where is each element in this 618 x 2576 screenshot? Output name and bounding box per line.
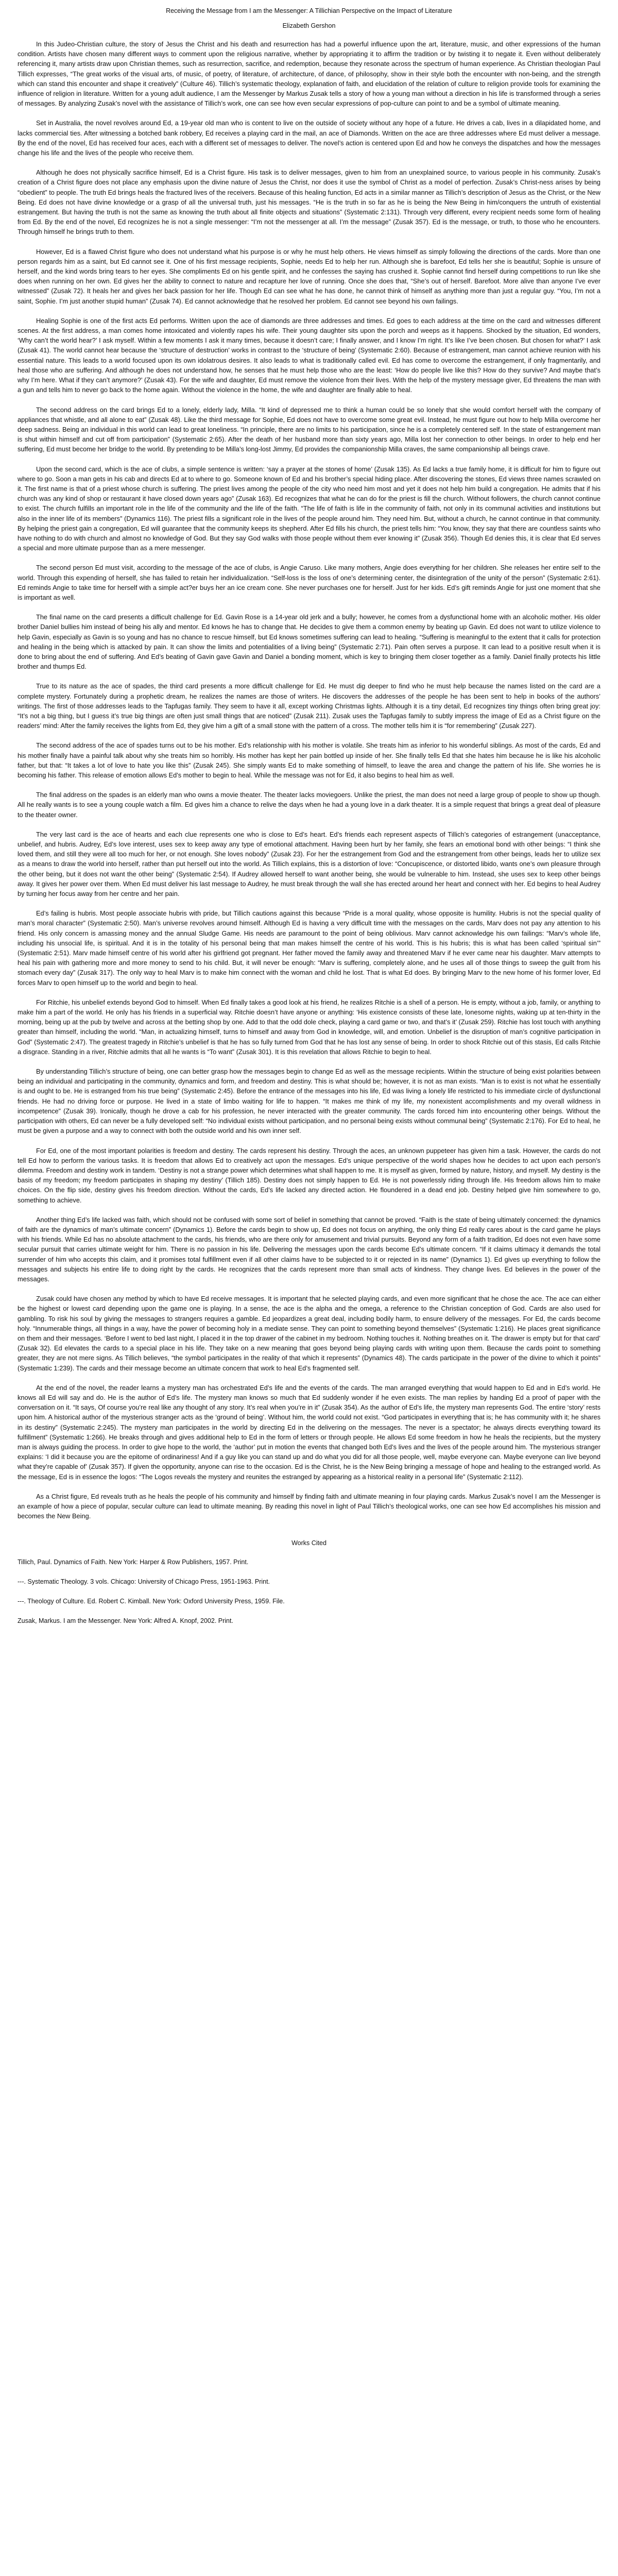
paragraph-21: As a Christ figure, Ed reveals truth as he heals the people of his community and himself by finding faith and ultimate meaning in four playing cards. Markus Zusak’s novel I am the Messenger is an example of how a piece of popular, secular culture can lead to ultimate meaning. By reading this novel in light of Paul Tillich’s theological works, one can see how Ed accomplishes his mission and becomes the New Being.	[18, 1492, 600, 1520]
reference-3: ---. Theology of Culture. Ed. Robert C. Kimball. New York: Oxford University Press, 1959. File.	[18, 1598, 285, 1605]
paragraph-8: The second person Ed must visit, according to the message of the ace of clubs, is Angie Caruso. Like many mothers, Angie does everything for her children. She releases her entire self to the world. Through this expending of herself, she has failed to retain her individualization. “Self-loss is the loss of one’s determining center, the disintegration of the unity of the person” (Systematic 2:61). Ed reminds Angie to take time for herself with a simple act?er buys her an ice cream cone. She never purchases one for herself. Just for her kids. Ed’s gift reminds Angie for just one moment that she is important as well.	[18, 564, 600, 601]
paragraph-7: Upon the second card, which is the ace of clubs, a simple sentence is written: ‘say a prayer at the stones of home’ (Zusak 135). As Ed lacks a true family home, it is difficult for him to figure out where to go. Soon a man gets in his cab and directs Ed at to where to go. Someone known of Ed and his brother’s special hiding place. After discovering the stones, Ed views three names scrawled on it. The first name is that of a priest whose church is suffering. The priest lives among the people of the city who need him most and yet it does not help him build a congregation. He admits that if his church was any kind of shop or restaurant it have closed down years ago” (Zusak 163). Ed recognizes that what he can do for the priest is fill the church. Without followers, the church cannot continue to exist. The church fulfills an important role in the life of the community and the life of the faith. “The life of faith is life in the community of faith, not only in its communal activities and institutions but also in the inner life of its members” (Dynamics 116). The priest fills a significant role in the lives of the people around him. They need him. But, without a church, he cannot continue in that community. By helping the priest gain a congregation, Ed will guarantee that the community keeps its shepherd. After Ed fills his church, the priest tells him: “You know, they say that there are countless saints who have nothing to do with church and almost no knowledge of God. But they say God walks with those people without them ever knowing it” (Zusak 356). Though Ed denies this, it is clear that Ed serves a special and more ultimate purpose than as a mere messenger.	[18, 465, 600, 552]
paragraph-18: Another thing Ed’s life lacked was faith, which should not be confused with some sort of belief in something that cannot be proved. “Faith is the state of being ultimately concerned: the dynamics of faith are the dynamics of man’s ultimate concern” (Dynamics 1). Before the cards begin to show up, Ed does not focus on anything, the only thing Ed really cares about is the card game he plays with his friends. While Ed has no absolute attachment to the cards, his friends, who are there only for amusement and trivial pursuits. Beyond any form of a faith tradition, Ed does not even have some secular pursuit that carries ultimate weight for him. There is no passion in his life. Delivering the messages upon the cards become Ed’s ultimate concern. “If it claims ultimacy it demands the total surrender of him who accepts this claim, and it promises total fulfillment even if all other claims have to be subjected to it or rejected in its name” (Dynamics 1). Ed gives up everything to follow the messages and subjects his entire life to doing right by the cards. He recognizes that the cards represent more than small acts of kindness. They change lives. Ed believes in the power of the messages.	[18, 1215, 600, 1283]
paragraph-15: For Ritchie, his unbelief extends beyond God to himself. When Ed finally takes a good look at his friend, he realizes Ritchie is a shell of a person. He is empty, without a job, family, or anything to make him a part of the world. He only has his friends in a superficial way. Ritchie doesn’t have anyone or anything: ‘His existence consists of these late, lonesome nights, waking up at ten-thirty in the morning, being up at the pub by twelve and across at the betting shop by one. Add to that the odd dole check, playing a card game or two, and that’s it’ (Zusak 259). Ritchie has lost touch with anything greater than himself, including the world. “Man, in actualizing himself, turns to himself and away from God in knowledge, will, and emotion. Unbelief is the disruption of man’s cognitive participation in God” (Systematic 2:47). The greatest tragedy in Ritchie’s unbelief is that he has so fully turned from God that he has lost any sense of being. In order to shock Ritchie out of this stasis, Ed calls Ritchie a disgrace. Standing in a river, Ritchie admits that all he wants is “To want” (Zusak 301). It is this revelation that allows Ritchie to begin to heal.	[18, 998, 600, 1056]
paragraph-17: For Ed, one of the most important polarities is freedom and destiny. The cards represent his destiny. Through the aces, an unknown puppeteer has given him a task. However, the cards do not tell Ed how to perform the various tasks. It is freedom that allows Ed to creatively act upon the messages. Ed’s unique perspective of the world shapes how he decides to act upon each person’s dilemma. Freedom and destiny work in tandem. ‘Destiny is not a strange power which determines what shall happen to me. It is myself as given, formed by nature, history, and myself. My destiny is the basis of my freedom; my freedom participates in shaping my destiny’ (Tillich 185). Destiny does not simply happen to Ed. He is not powerlessly riding through life. His freedom allows him to make choices. On the flip side, destiny gives his freedom direction. Without the cards, Ed’s life lacked any directed action. He floundered in a dead end job. Destiny helped give him somewhere to go, something to achieve.	[18, 1146, 600, 1204]
paragraph-9: The final name on the card presents a difficult challenge for Ed. Gavin Rose is a 14-year old jerk and a bully; however, he comes from a dysfunctional home with an alcoholic mother. His older brother Daniel bullies him instead of being his ally and mentor. Ed knows he has to change that. He decides to give them a common enemy by beating up Gavin. Ed does not want to utilize violence to help Gavin, especially as Gavin is so young and has no chance to rescue himself, but Ed knows sometimes suffering can lead to healing. “Suffering is meaningful to the extent that it calls for protection and healing in the being which is attacked by pain. It can show the limits and potentialities of a living being” (Systematic 2:71). Pain often serves a purpose. It can lead to a positive result when it is done to bring about the end of suffering. And Ed’s beating of Gavin gave Gavin and Daniel a bonding moment, which is key to bringing them closer together as a family. Daniel finally protects his little brother and thumps Ed.	[18, 613, 600, 671]
reference-4: Zusak, Markus. I am the Messenger. New York: Alfred A. Knopf, 2002. Print.	[18, 1617, 233, 1625]
paragraph-2: Set in Australia, the novel revolves around Ed, a 19-year old man who is content to live on the outside of society without any hope of a future. He drives a cab, lives in a dilapidated home, and lacks commercial ties. After witnessing a botched bank robbery, Ed receives a playing card in the mail, an ace of Diamonds. Written on the ace are three addresses where Ed must deliver a message. By the end of the novel, Ed has received four aces, each with a different set of messages to deliver. The novel’s action is centered upon Ed and how he conveys the dispatches and how the messages change his life and the lives of the people who receive them.	[18, 119, 600, 157]
paragraph-6: The second address on the card brings Ed to a lonely, elderly lady, Milla. “It kind of depressed me to think a human could be so lonely that she would comfort herself with the company of appliances that whistle, and all alone to eat” (Zusak 48). Like the third message for Sophie, Ed does not have to overcome some great evil. Instead, he must figure out how to help Milla overcome her deep sadness. Being an individual in this world can lead to great loneliness. “In principle, there are no limits to his participation, since he is a completely centered self. In the state of estrangement man is shut within himself and cut off from participation” (Systematic 2:65). After the death of her husband more than sixty years ago, Milla lost her connection to other beings. In order to help end her suffering, Ed must become her bridge to the world. By pretending to be Milla’s long-lost Jimmy, Ed provides the companionship Milla craves, the same companionship all beings crave.	[18, 405, 600, 453]
paragraph-4: However, Ed is a flawed Christ figure who does not understand what his purpose is or why he must help others. He views himself as simply following the directions of the cards. More than one person regards him as a saint, but Ed cannot see it. One of his first message recipients, Sophie, needs Ed to help her run. Although she is barefoot, Ed tells her she is beautiful; Sophie is unsure of herself, and the kind words bring tears to her eyes. She compliments Ed on his gentle spirit, and he confesses the saying has crushed it. Sophie cannot find herself during competitions to run like she does when running on her own. Ed gives her the ability to connect to nature and recapture her love of running. Once she does that, “She’s out of herself. Barefoot. More alive than anyone I’ve ever witnessed” (Zusak 72). It heals her and gives her back passion for her life. Though Ed can see what he has done, he cannot think of himself as anything more than just a regular guy. “You, I’m not a saint, Sophie. I’m just another stupid human” (Zusak 74). Ed cannot acknowledge that he resolved her problem. Ed cannot see beyond his own failings.	[18, 247, 600, 305]
paragraph-20: At the end of the novel, the reader learns a mystery man has orchestrated Ed’s life and the events of the cards. The man arranged everything that would happen to Ed and in Ed’s world. He knows all Ed will say and do. He is the author of Ed’s life. The mystery man knows so much that Ed suddenly wonder if he even exists. The man replies by handing Ed a proof of paper with the conversation on it. “It says, Of course you’re real like any thought of any story. It’s real when you’re in it” (Zusak 354). As the author of Ed’s life, the mystery man represents God. The entire ‘story’ rests upon him. A historical author of the mysterious stranger acts as the ‘ground of being’. Without him, the world could not exist. “God participates in everything that is; he has community with it; he shares in its destiny” (Systematic 2:245). The mystery man participates in the world by directing Ed in the delivering on the messages. The never is a spectator; he always directs everything toward its fulfillment” (Systematic 1:266). He breaks through and gives additional help to Ed in the form of letters or through people. He allows Ed some freedom in how he heals the recipients, but the mystery man is always guiding the process. In order to give hope to the world, the ‘author’ put in motion the events that changed both Ed’s lives and the lives of the people around him. The mysterious stranger explains: ‘I did it because you are the epitome of ordinariness! And if a guy like you can stand up and do what you did for all those people, well, maybe everyone can. Maybe everyone can live beyond what they’re capable of’ (Zusak 357). If given the opportunity, anyone can rise to the occasion. Ed is the Christ, he is the New Being bringing a message of hope and healing to the estranged world. As the message, Ed is in essence the logos: “The Logos reveals the mystery and reunites the estranged by appearing as a historical reality in a personal life” (Systematic 2:112).	[18, 1383, 600, 1481]
paragraph-13: The very last card is the ace of hearts and each clue represents one who is close to Ed’s heart. Ed’s friends each represent aspects of Tillich’s categories of estrangement (unacceptance, unbelief, and hubris. Audrey, Ed’s love interest, uses sex to keep away any type of emotional attachment. Having been hurt by her family, she fears an emotional bond with other beings: “I think she loved them, and still they were all too much for her, or not enough. She loves nobody” (Zusak 23). For her the estrangement from God and the estrangement from other beings, leads her to utilize sex as a means to draw the world into herself, rather than put herself out into the world. As Tillich explains, this is a distortion of love: “Concupiscence, or distorted libido, wants one’s own pleasure through the other being, but it does not want the other being” (Systematic 2:54). If Audrey allowed herself to want another being, she would be vulnerable to him. Instead, she uses sex to keep other beings away. It gives her power over them. When Ed must deliver his last message to Audrey, he must break through the wall she has erected around her heart and connect with her. Ed begins to heal Audrey by turning her focus away from her centre and her pain.	[18, 830, 600, 898]
essay-body	[18, 39, 600, 1521]
paragraph-14: Ed’s failing is hubris. Most people associate hubris with pride, but Tillich cautions against this because “Pride is a moral quality, whose opposite is humility. Hubris is not the special quality of man’s moral character” (Systematic 2:50). Man’s universe revolves around himself. Although Ed is having a very difficult time with the messages on the cards, Marv does not pay any attention to his friend. His only concern is amassing money and the annual Sludge Game. His needs are paramount to the point of being oblivious. Marv cannot acknowledge his own failings: “Marv’s whole life, including his unsocial life, is spiritual. And it is in the totality of his personal being that man makes himself the centre of his world. This is his hubris; this is what has been called ‘spiritual sin’” (Systematic 2:51). Marv made himself centre of his world after his girlfriend got pregnant. Her father moved the family away and threatened Marv if he ever came near his daughter. Marv attempts to heal his pain with gathering more and more money to send to his child. But, it will never be enough: “Marv is suffering, completely alone, and he uses all of those things to sweep the guilt from his stomach every day” (Zusak 317). The only way to heal Marv is to make him connect with the woman and child he lost. That is what Ed does. By bringing Marv to the new home of his former lover, Ed forces Marv to open himself up to the world and begin to heal.	[18, 909, 600, 987]
author-name: Elizabeth Gershon	[282, 22, 336, 29]
paragraph-5: Healing Sophie is one of the first acts Ed performs. Written upon the ace of diamonds are three addresses and times. Ed goes to each address at the time on the card and witnesses different scenes. At the first address, a man comes home intoxicated and violently rapes his wife. Their young daughter sits upon the porch and weeps as it happens. Shocked by the situation, Ed wonders, ‘Why can’t the world hear?’ I ask myself. Within a few moments I ask it many times, because it doesn’t care; I finally answer, and I know I’m right. It’s like I’ve been chosen. But chosen for what?’ I ask (Zusak 41). The world cannot hear because the ‘structure of destruction’ works in contrast to the ‘structure of being’ (Systematic 2:60). Because of estrangement, man cannot achieve reunion with his essential nature. This leads to a world focused upon its own idolatrous desires. It also leads to what is traditionally called evil. Ed has come to overcome the estrangement, if only fragmentarily, and heal those who are suffering. And although he does not understand how, he senses that he must help those who are the least: ‘How do people live like this? How do they survive? And maybe that’s why I’m here. What if they can’t anymore?’ (Zusak 43). For the wife and daughter, Ed must remove the violence from their lives. With the help of the mystery message giver, Ed threatens the man with a gun and tells him to never go back to the home again. Without the violence in the home, the wife and daughter are finally able to heal.	[18, 316, 600, 394]
reference-2: ---. Systematic Theology. 3 vols. Chicago: University of Chicago Press, 1951-1963. Print.	[18, 1578, 270, 1586]
paragraph-16: By understanding Tillich’s structure of being, one can better grasp how the messages begin to change Ed as well as the message recipients. Within the structure of being exist polarities between being an individual and participating in the community, dynamics and form, and freedom and destiny. This is what should be; however, it is not as man exists. “Man is to exist is not what he essentially is and ought to be. He is estranged from his true being” (Systematic 2:45). Before the entrance of the messages into his life, Ed was living a lonely life restricted to his immediate circle of dysfunctional friends. He had no driving force or purpose. He lived in a state of limbo waiting for life to happen. “It makes me think of my life, my nonexistent accomplishments and my overall wildness in incompetence” (Zusak 39). Ironically, though he drove a cab for his profession, he never interacted with the greater community. The cards forced him into encountering other beings. Without the participation with others, Ed can never be a fully developed self: “No individual exists without participation, and no personal being exists without communal being” (Systematic 2:176). For Ed to heal, he must be given a purpose and a way to connect with both the outside world and his own inner self.	[18, 1067, 600, 1135]
paragraph-11: The second address of the ace of spades turns out to be his mother. Ed’s relationship with his mother is volatile. She treats him as inferior to his wonderful siblings. As most of the cards, Ed and his mother finally have a painful talk about why she treats him so horribly. His mother has kept her pain bottled up inside of her. She finally tells Ed that she hates him because he is like his alcoholic father, but that: “It takes a lot of love to hate you like this” (Zusak 245). She simply wants Ed to make something of himself, to leave the area and change the pattern of his life. She worries he is becoming his father. This release of emotion allows Ed’s mother to begin to heal. While the message was not for Ed, it also begins to heal him as well.	[18, 741, 600, 779]
paragraph-3: Although he does not physically sacrifice himself, Ed is a Christ figure. His task is to deliver messages, given to him from an unexplained source, to various people in his community. Zusak’s creation of a Christ figure does not place any emphasis upon the divine nature of Jesus the Christ, nor does it use the symbol of Christ as a model of perfection. Zusak’s Christ-ness arises by being “obedient” to people. The truth Ed brings heals the fractured lives of the receivers. Because of this healing function, Ed acts in a similar manner as Tillich’s description of Jesus as the Christ, or the New Being. Ed does not have divine knowledge or a grasp of all the universal truth, just his messages. “He is the truth in so far as he is being the New Being in him/conquers the untruth of existential estrangement. But having the truth is not the same as knowing the truth about all finite objects and situations” (Systematic 2:131). Through very different, every recipient needs some form of healing from Ed. By the end of the novel, Ed recognizes he is not a single messenger: “I’m not the messenger at all. I’m the message” (Zusak 357). Ed is the message, or truth, to those who he encounters. Through himself he brings truth to them.	[18, 168, 600, 236]
paragraph-1: In this Judeo-Christian culture, the story of Jesus the Christ and his death and resurrection has had a powerful influence upon the art, literature, music, and other expressions of the human condition. Artists have chosen many different ways to comment upon the religious narrative, whether by appropriating it to affirm the tradition or by twisting it to negate it. Even without deliberately referencing it, many artists draw upon Christian themes, such as resurrection, sacrifice, and redemption, because they resonate across the spectrum of human experience. As Christian theologian Paul Tillich expresses, “The great works of the visual arts, of music, of poetry, of literature, of architecture, of dance, of philosophy, show in their style both the encounter with non-being, and the strength which can stand this encounter and shape it creatively” (Culture 46). Tillich’s systematic theology, explanation of faith, and elucidation of the relation of culture to religion provide tools for examining the influence of religion in literature. Written for a young adult audience, I am the Messenger by Markus Zusak tells a story of how a young man without a direction in his life is transformed through a series of messages. By analyzing Zusak’s novel with the assistance of Tillich’s work, one can see how even secular expressions of pop-culture can point to and be a symbol of ultimate meaning.	[18, 40, 600, 108]
paragraph-19: Zusak could have chosen any method by which to have Ed receive messages. It is important that he selected playing cards, and even more significant that he chose the ace. The ace can either be the highest or lowest card depending upon the game one is playing. In a sense, the ace is the alpha and the omega, a reference to the Christian conception of God. Cards are also used for gambling. To risk his soul by giving the messages to strangers requires a gamble. Ed jeopardizes a great deal, including bodily harm, to ensure delivery of the messages. For Ed, the cards become holy. “Innumerable things, all things in a way, have the power of becoming holy in a mediate sense. They can point to something beyond themselves” (Systematic 1:216). He places great significance on them and their messages. ‘Before I went to bed last night, I placed it in the top drawer of the cabinet in my bedroom. Nothing touches it. Nothing breathes on it. The drawer is empty but for that card’ (Zusak 32). Ed elevates the cards to a special place in his life. They take on a new meaning that goes beyond being playing cards with writing upon them. Because the cards point to something greater, they are not mere signs. As Tillich believes, “the symbol participates in the reality of that which it represents” (Dynamics 48). The cards participate in the power of the divine to which it points” (Systematic 1:239). The cards and their message become an ultimate concern that work to heal Ed’s fragmented self.	[18, 1295, 600, 1372]
reference-1: Tillich, Paul. Dynamics of Faith. New York: Harper & Row Publishers, 1957. Print.	[18, 1558, 249, 1566]
paragraph-10: True to its nature as the ace of spades, the third card presents a more difficult challenge for Ed. He must dig deeper to find who he must help because the names listed on the card are a complete mystery. Fortunately during a prophetic dream, he realizes the names are those of writers. He discovers the addresses of the people he has been sent to help in books of the authors’ writings. The first of those addresses leads to the Tapfugas family. They seem to have it all, except working Christmas lights. Although it is a tiny detail, Ed recognizes tiny things often bring great joy: “It’s not a big thing, but I guess it’s true big things are often just small things that are noticed” (Zusak 211). Zusak uses the Tapfugas family to subtly impress the image of Ed as a Christ figure on the readers’ mind: After the family receives the lights from Ed, they give him a gift of a small stone with the pattern of a cross. The mother tells him it is “for remembering” (Zusak 227).	[18, 682, 600, 730]
works-cited-heading: Works Cited	[291, 1539, 327, 1547]
works-cited-list	[18, 1557, 600, 1626]
paragraph-12: The final address on the spades is an elderly man who owns a movie theater. The theater lacks moviegoers. Unlike the priest, the man does not need a large group of people to show up though. All he really wants is to see a young couple watch a film. Ed gives him a chance to relive the days when he had a young love in a dark theater. It is a simple request that brings a great deal of pleasure to the theater owner.	[18, 791, 600, 819]
paper-title: Receiving the Message from I am the Messenger: A Tillichian Perspective on the Impact of Literature	[166, 7, 452, 14]
